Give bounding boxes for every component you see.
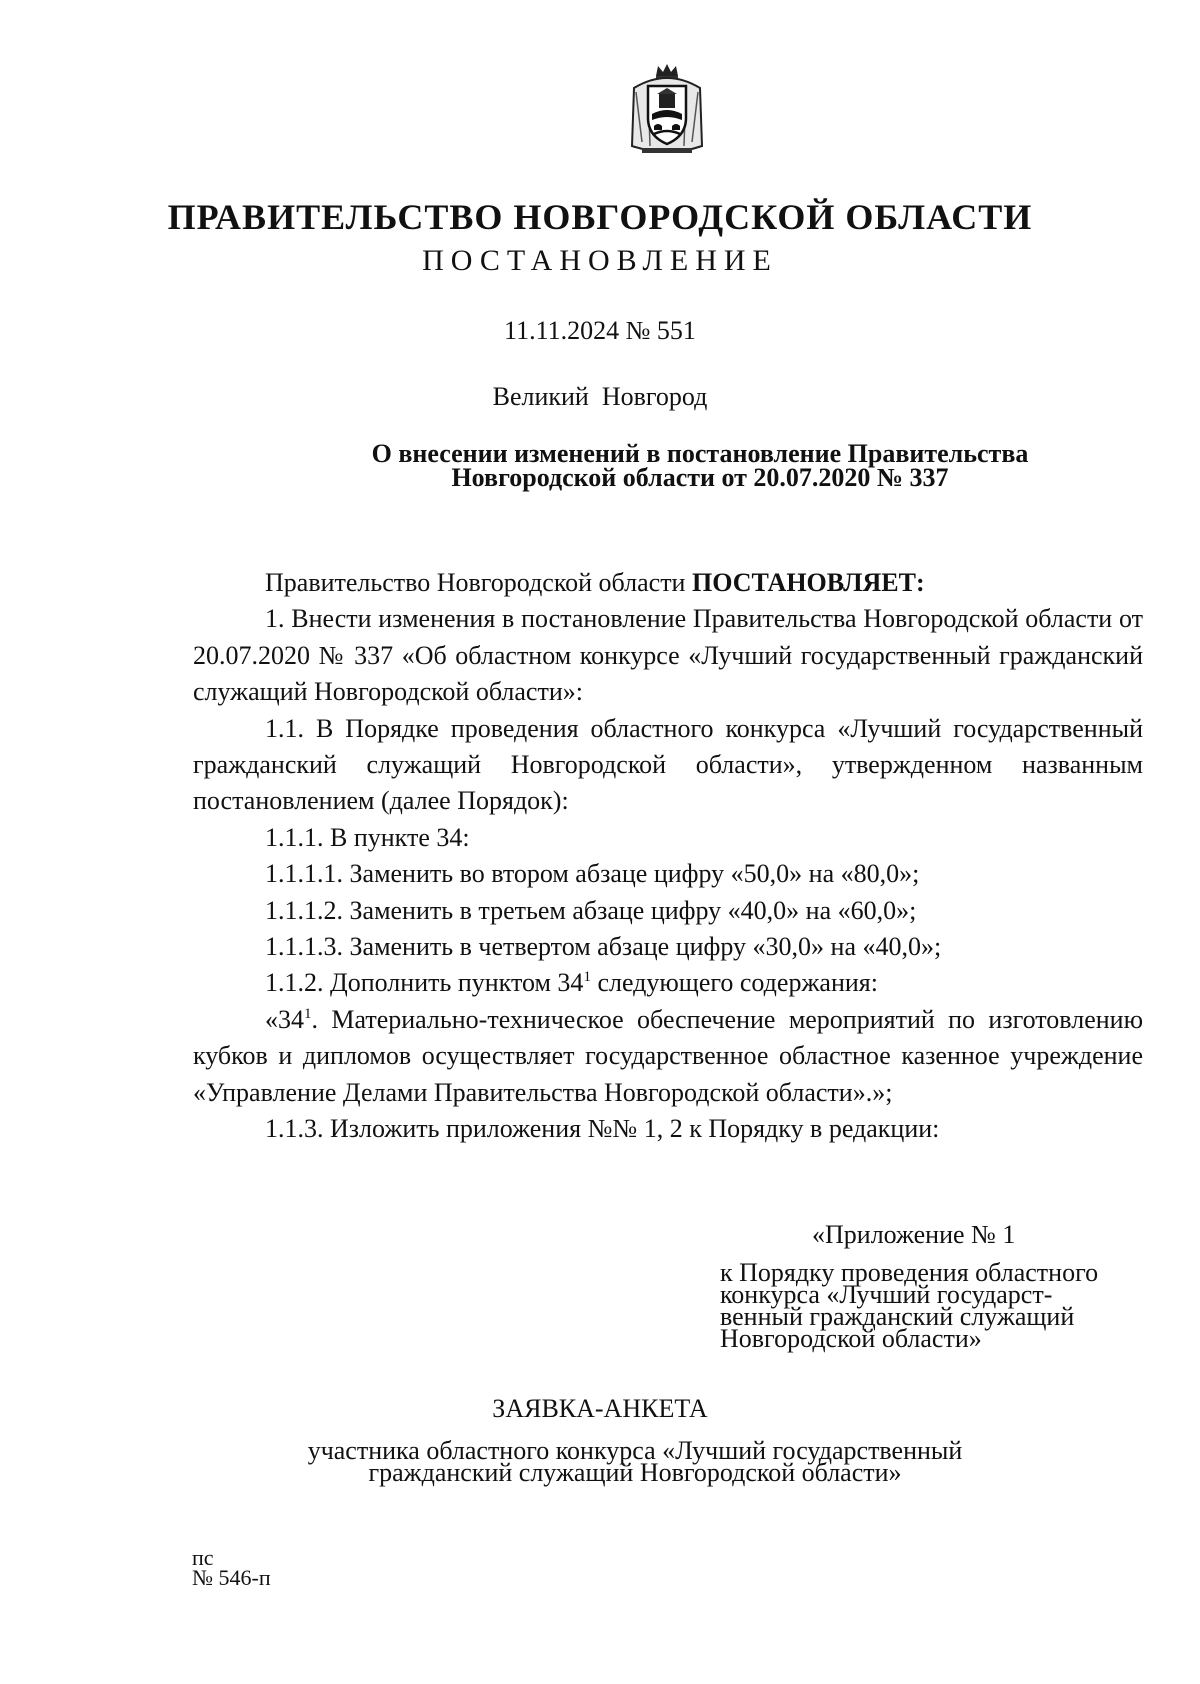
- decrees-keyword: ПОСТАНОВЛЯЕТ:: [691, 568, 925, 597]
- subject-line-1: О внесении изменений в постановление Правительства: [371, 439, 1029, 468]
- paragraph-1-1-2: 1.1.2. Дополнить пунктом $34^1$ следующего содержания:: [265, 968, 878, 998]
- intro-paragraph: Правительство Новгородской области ПОСТАНОВЛЯЕТ:: [265, 568, 925, 597]
- attachment-note-line-3: венный гражданский служащий: [720, 1302, 1075, 1331]
- document-type: ПОСТАНОВЛЕНИЕ: [422, 244, 778, 277]
- form-subtitle-line-2: гражданский служащий Новгородской области»: [368, 1458, 902, 1487]
- footer-line-1: пс: [192, 1545, 214, 1570]
- attachment-note-line-2: конкурса «Лучший государст-: [720, 1280, 1053, 1309]
- paragraph-1-1-1-2: 1.1.1.2. Заменить в третьем абзаце цифру «40,0» на «60,0»;: [265, 895, 917, 925]
- attachment-note-line-1: к Порядку проведения областного: [720, 1258, 1099, 1287]
- quoted-paragraph: «$34^1$. Материально-техническое обеспечение мероприятий по изготовлению кубков и дипломов осуществляет государственное областное казенное учреждение «Управление Делами Правительства Новгородской области».»;: [193, 1004, 1143, 1107]
- attachment-note-line-4: Новгородской области»: [720, 1324, 982, 1353]
- subject-heading: [300, 439, 1100, 492]
- paragraph-1-1-1-1: 1.1.1.1. Заменить во втором абзаце цифру «50,0» на «80,0»;: [265, 859, 920, 889]
- government-title: ПРАВИТЕЛЬСТВО НОВГОРОДСКОЙ ОБЛАСТИ: [167, 197, 1033, 237]
- date-number: 11.11.2024 № 551: [504, 316, 696, 345]
- document-footer: [192, 1545, 271, 1590]
- coat-of-arms-icon: [628, 62, 706, 156]
- paragraph-1-1-3: 1.1.3. Изложить приложения №№ 1, 2 к Порядку в редакции:: [265, 1114, 940, 1144]
- form-subtitle: [200, 1436, 1070, 1487]
- paragraph-1-1-1-3: 1.1.1.3. Заменить в четвертом абзаце цифру «30,0» на «40,0»;: [265, 932, 942, 962]
- paragraph-1-1: 1.1. В Порядке проведения областного конкурса «Лучший государственный гражданский служащий Новгородской области», утвержденном названным постановлением (далее Порядок):: [193, 713, 1143, 816]
- form-subtitle-line-1: участника областного конкурса «Лучший государственный: [307, 1436, 963, 1465]
- form-title: ЗАЯВКА-АНКЕТА: [492, 1394, 708, 1423]
- document-body: [193, 565, 1143, 1148]
- paragraph-1: 1. Внести изменения в постановление Правительства Новгородской области от 20.07.2020 № 337 «Об областном конкурсе «Лучший государственный гражданский служащий Новгородской области»:: [193, 604, 1143, 707]
- attachment-title: «Приложение № 1: [812, 1220, 1016, 1249]
- subject-line-2: Новгородской области от 20.07.2020 № 337: [451, 463, 949, 492]
- attachment-note: [720, 1258, 1140, 1353]
- footer-line-2: № 546-п: [192, 1565, 271, 1590]
- paragraph-1-1-1: 1.1.1. В пункте 34:: [265, 822, 470, 852]
- city: Великий Новгород: [492, 382, 708, 411]
